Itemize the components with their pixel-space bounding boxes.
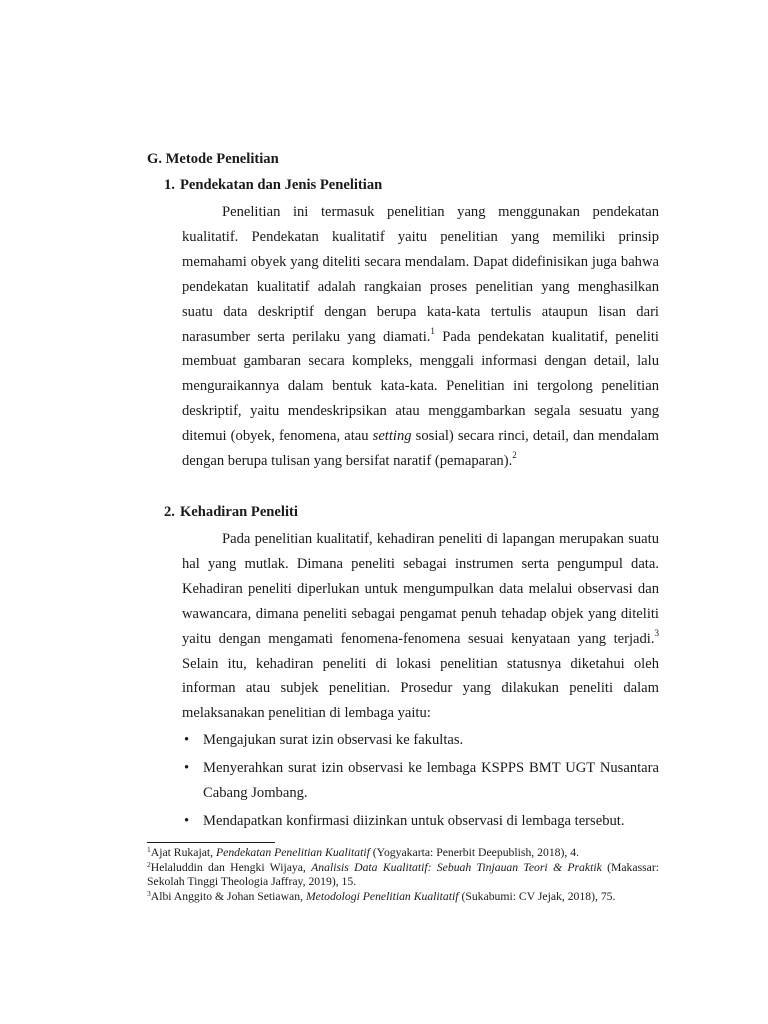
bullet-icon: • bbox=[184, 759, 190, 776]
footnotes bbox=[147, 846, 659, 904]
paragraph-text: Pada pendekatan kualitatif, peneliti membuat gambaran secara kompleks, menggali informasi dengan detail, lalu menguraikannya dalam bentuk kata-kata. Penelitian ini tergolong penelitian deskriptif, yaitu mendeskripsikan atau menggambarkan segala sesuatu yang ditemui (obyek, fenomena, atau bbox=[182, 328, 659, 445]
footnote-ref-2[interactable]: 2 bbox=[512, 450, 517, 461]
footnote-ref-3[interactable]: 3 bbox=[654, 627, 659, 638]
list-item bbox=[182, 728, 659, 753]
list-item bbox=[182, 756, 659, 806]
paragraph-pendekatan bbox=[182, 200, 659, 474]
bullet-icon: • bbox=[184, 732, 190, 748]
subsection-number: 1. bbox=[164, 177, 175, 193]
subsection-heading-1 bbox=[164, 177, 382, 194]
footnote-author: Albi Anggito & Johan Setiawan, bbox=[150, 889, 306, 903]
paragraph-text: Selain itu, kehadiran peneliti di lokasi penelitian statusnya diketahui oleh informan atau subjek penelitian. Prosedur yang dilakukan peneliti dalam melaksanakan penelitian di lembaga yaitu: bbox=[182, 655, 659, 722]
list-item bbox=[182, 809, 659, 834]
paragraph-text: Penelitian ini termasuk penelitian yang menggunakan pendekatan kualitatif. Pendekatan kualitatif yaitu penelitian yang memiliki prinsip memahami obyek yang diteliti secara mendalam. Dapat didefinisikan juga bahwa pendekatan kualitatif adalah rangkaian proses penelitian yang menghasilkan suatu data deskriptif dengan berupa kata-kata tertulis ataupun lisan dari narasumber serta perilaku yang diamati. bbox=[182, 204, 659, 345]
list-item-text: Mengajukan surat izin observasi ke fakultas. bbox=[203, 732, 464, 748]
section-heading: G. Metode Penelitian bbox=[147, 151, 279, 167]
footnote-ref-1[interactable]: 1 bbox=[430, 325, 435, 336]
footnote-1 bbox=[147, 846, 659, 861]
footnote-publisher: (Makassar: Sekolah Tinggi Theologia Jaffray, 2019), 15. bbox=[147, 860, 659, 888]
procedure-list bbox=[182, 728, 659, 837]
footnote-author: Helaluddin dan Hengki Wijaya, bbox=[150, 860, 312, 874]
bullet-icon: • bbox=[184, 812, 190, 829]
footnote-number: 1 bbox=[147, 845, 151, 854]
subsection-title: Kehadiran Peneliti bbox=[179, 504, 298, 520]
footnote-publisher: (Sukabumi: CV Jejak, 2018), 75. bbox=[458, 889, 616, 903]
list-item-text: Mendapatkan konfirmasi diizinkan untuk observasi di lembaga tersebut. bbox=[203, 812, 625, 829]
paragraph-text: Pada penelitian kualitatif, kehadiran peneliti di lapangan merupakan suatu hal yang mutlak. Dimana peneliti sebagai instrumen serta pengumpul data. Kehadiran peneliti diperlukan untuk mengumpulkan data melalui observasi dan wawancara, dimana peneliti sebagai pengamat penuh tehadap objek yang diteliti yaitu dengan mengamati fenomena-fenomena sesuai kenyataan yang terjadi. bbox=[182, 531, 659, 647]
italic-term: setting bbox=[372, 428, 412, 445]
subsection-title: Pendekatan dan Jenis Penelitian bbox=[179, 177, 383, 193]
footnote-number: 3 bbox=[147, 888, 151, 898]
subsection-heading-2 bbox=[164, 504, 298, 521]
footnote-publisher: (Yogyakarta: Penerbit Deepublish, 2018), 4. bbox=[369, 846, 580, 859]
paragraph-text: sosial) secara rinci, detail, dan mendalam dengan berupa tulisan yang bersifat naratif (pemaparan). bbox=[182, 428, 659, 470]
footnote-title: Pendekatan Penelitian Kualitatif bbox=[216, 846, 370, 859]
footnote-title: Analisis Data Kualitatif: Sebuah Tinjauan Teori & Praktik bbox=[311, 860, 602, 874]
footnote-3 bbox=[147, 890, 659, 905]
footnote-2 bbox=[147, 861, 659, 890]
footnote-author: Ajat Rukajat, bbox=[150, 846, 216, 859]
footnote-number: 2 bbox=[147, 859, 151, 869]
paragraph-kehadiran bbox=[182, 527, 659, 726]
list-item-text: Menyerahkan surat izin observasi ke lembaga KSPPS BMT UGT Nusantara Cabang Jombang. bbox=[203, 759, 659, 801]
footnote-title: Metodologi Penelitian Kualitatif bbox=[305, 889, 459, 903]
subsection-number: 2. bbox=[164, 504, 175, 520]
footnote-divider bbox=[147, 842, 275, 843]
